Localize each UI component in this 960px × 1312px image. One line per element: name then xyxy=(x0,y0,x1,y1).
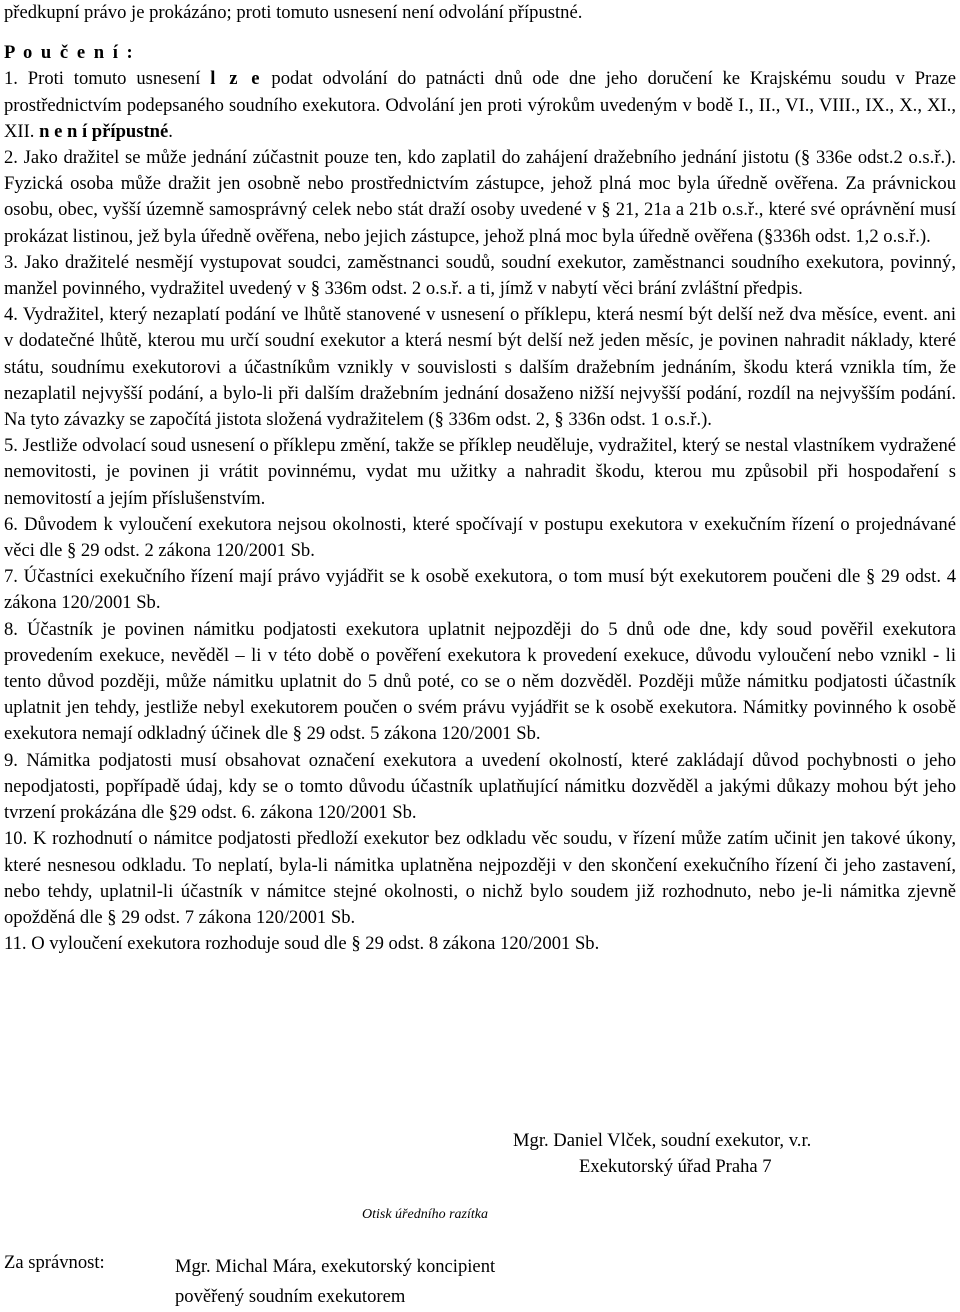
paragraph-6: 6. Důvodem k vyloučení exekutora nejsou okolnosti, které spočívají v postupu exekutora v exekučním řízení o projednávané věci dle § 29 odst. 2 zákona 120/2001 Sb. xyxy=(4,513,956,562)
signature-block xyxy=(513,1128,953,1180)
paragraph-3: 3. Jako dražitelé nesmějí vystupovat soudci, zaměstnanci soudů, soudní exekutor, zaměstnanci soudního exekutora, povinný, manžel povinného, vydražitel uvedený v § 336m odst. 2 o.s.ř. a ti, jímž v nabytí věci brání zvláštní předpis. xyxy=(4,251,956,300)
p1-lze: l z e xyxy=(210,68,262,90)
p1-points: I., II., VI., VIII., IX., X., XI., XII. xyxy=(4,94,956,142)
correctness-person-block xyxy=(175,1252,495,1312)
p1-nenj: n e n í přípustné xyxy=(34,120,169,142)
paragraph-9: 9. Námitka podjatosti musí obsahovat označení exekutora a uvedení okolností, které zakládají důvod pochybnosti o jeho nepodjatosti, popřípadě údaj, kdy se o tomto důvodu účastník uplatňující námitku dozvěděl a jakými důkazy mohou být jeho tvrzení prokázána dle §29 odst. 6. zákona 120/2001 Sb. xyxy=(4,749,956,824)
paragraph-8: 8. Účastník je povinen námitku podjatosti exekutora uplatnit nejpozději do 5 dnů ode dne, kdy soud pověřil exekutora provedením exekuce, nevěděl – li v této době o pověření exekutora k provedení exekuce, důvodu vyloučení nebo vznikl - li tento důvod později, může námitku uplatnit do 5 dnů poté, co se o něm dozvěděl. Později může námitku podjatosti účastník uplatnit jen tehdy, jestliže nebyl exekutorem poučen o svém právu vyjádřit se k osobě exekutora. Námitky povinného k osobě exekutora nemají odkladný účinek dle § 29 odst. 5 zákona 120/2001 Sb. xyxy=(4,618,956,745)
p1-end: . xyxy=(168,120,173,142)
p1-start: 1. Proti tomuto usnesení xyxy=(4,68,211,90)
paragraph-4: 4. Vydražitel, který nezaplatí podání ve lhůtě stanovené v usnesení o příklepu, která nesmí být delší než dva měsíce, event. ani v dodatečné lhůtě, kterou mu určí soudní exekutor a která nesmí být delší než jeden měsíc, je povinen nahradit náklady, které státu, soudnímu exekutorovi a účastníkům vznikly v souvislosti s dalším dražebním jednáním, škodu která vznikla tím, že nezaplatil nejvyšší podání, a bylo-li při dalším dražebním jednání dosaženo nižší nejvyšší podání, rozdíl na nejvyšším podání. Na tyto závazky se započítá jistota složená vydražitelem (§ 336m odst. 2, § 336n odst. 1 o.s.ř.). xyxy=(4,304,956,431)
paragraph-7: 7. Účastníci exekučního řízení mají právo vyjádřit se k osobě exekutora, o tom musí být exekutorem poučeni dle § 29 odst. 4 zákona 120/2001 Sb. xyxy=(4,566,956,614)
paragraph-10: 10. K rozhodnutí o námitce podjatosti předloží exekutor bez odkladu věc soudu, v řízení může zatím učinit jen takové úkony, které nesnesou odkladu. To neplatí, byla-li námitka uplatněna nejpozději v den skončení exekučního řízení či jeho zastavení, nebo tehdy, uplatnil-li účastník v námitce stejné okolnosti, o nichž bylo soudem již rozhodnuto, nebo je-li námitka zjevně opožděná dle § 29 odst. 7 zákona 120/2001 Sb. xyxy=(4,828,956,928)
paragraph-2: 2. Jako dražitel se může jednání zúčastnit pouze ten, kdo zaplatil do zahájení dražebního jednání jistotu (§ 336e odst.2 o.s.ř.). Fyzická osoba může dražit jen osobně nebo prostřednictvím zástupce, jehož plná moc byla úředně ověřena. Za právnickou osobu, obec, vyšší územně samosprávný celek nebo stát draží osoby uvedené v § 21, 21a a 21b o.s.ř., které své oprávnění musí prokázat listinou, jež byla úředně ověřena, nebo jejich zástupce, jehož plná moc byla úředně ověřena (§336h odst. 1,2 o.s.ř.). xyxy=(4,147,956,247)
correctness-label: Za správnost: xyxy=(4,1252,105,1273)
paragraph-1 xyxy=(4,66,956,145)
signature-office: Exekutorský úřad Praha 7 xyxy=(579,1156,772,1177)
stamp-placeholder: Otisk úředního razítka xyxy=(362,1207,488,1222)
top-line: předkupní právo je prokázáno; proti tomuto usnesení není odvolání přípustné. xyxy=(4,2,583,23)
signature-name: Mgr. Daniel Vlček, soudní exekutor, v.r. xyxy=(513,1130,812,1151)
correctness-person: Mgr. Michal Mára, exekutorský koncipient xyxy=(175,1256,496,1277)
paragraph-11: 11. O vyloučení exekutora rozhoduje soud dle § 29 odst. 8 zákona 120/2001 Sb. xyxy=(4,933,600,955)
pouceni-heading: P o u č e n í : xyxy=(4,42,135,64)
document-body xyxy=(4,0,956,957)
correctness-role: pověřený soudním exekutorem xyxy=(175,1286,406,1307)
p1-middle: podat odvolání do patnácti dnů ode dne jeho doručení ke Krajskému soudu v Praze prostřednictvím podepsaného soudního exekutora. Odvolání jen proti výrokům uvedeným v bodě xyxy=(4,68,956,116)
paragraph-5: 5. Jestliže odvolací soud usnesení o příklepu změní, takže se příklep neuděluje, vydražitel, který se nestal vlastníkem vydražené nemovitosti, je povinen ji vrátit povinnému, vydat mu užitky a nahradit škodu, kterou mu způsobil při hospodaření s nemovitostí a jejím příslušenstvím. xyxy=(4,435,956,509)
